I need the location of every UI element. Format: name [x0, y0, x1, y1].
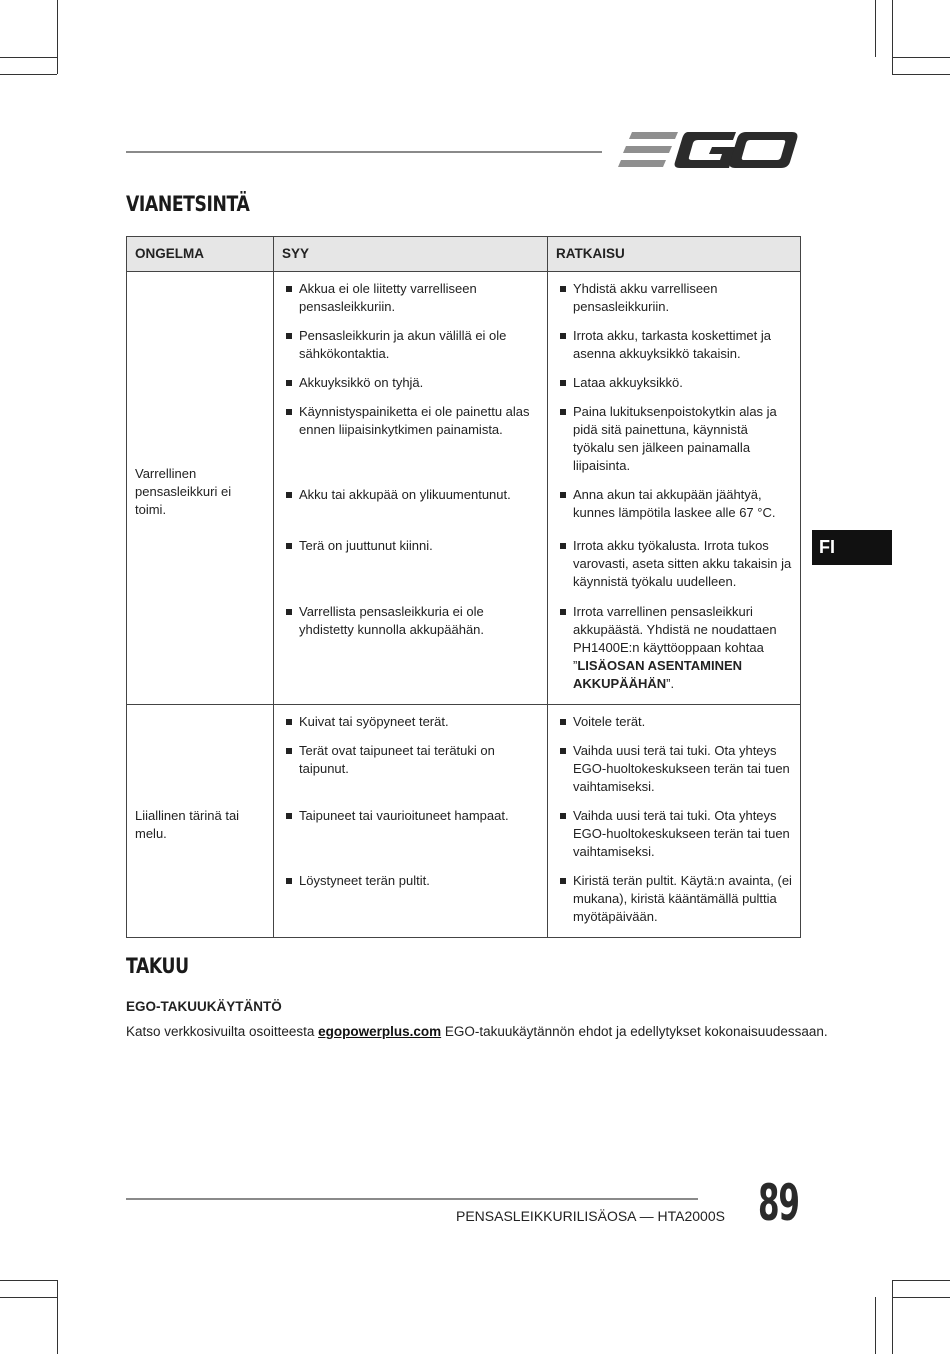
cause-item: Akkuyksikkö on tyhjä.	[282, 374, 539, 392]
solution-item: Irrota akku, tarkasta koskettimet ja asenna akkuyksikkö takaisin.	[556, 327, 792, 363]
solution-item: Lataa akkuyksikkö.	[556, 374, 792, 392]
cause-item: Varrellista pensasleikkuria ei ole yhdistetty kunnolla akkupäähän.	[282, 603, 539, 639]
warranty-text: Katso verkkosivuilta osoitteesta egopowerplus.com EGO-takuukäytännön ehdot ja edellytykset kokonaisuudessaan.	[126, 1024, 828, 1039]
page-number: 89	[758, 1174, 799, 1232]
table-row	[127, 705, 801, 743]
cause-item: Löystyneet terän pultit.	[282, 872, 539, 890]
cause-item: Akku tai akkupää on ylikuumentunut.	[282, 486, 539, 504]
warranty-subtitle: EGO-TAKUUKÄYTÄNTÖ	[126, 999, 282, 1014]
problem-cell: Liiallinen tärinä tai melu.	[127, 705, 274, 938]
cause-item: Taipuneet tai vaurioituneet hampaat.	[282, 807, 539, 825]
column-header-solution: RATKAISU	[548, 237, 801, 272]
ego-logo	[618, 126, 800, 174]
header-rule	[126, 151, 602, 153]
solution-item: Kiristä terän pultit. Käytä:n avainta, (ei mukana), kiristä kääntämällä pulttia myötäpäivään.	[556, 872, 792, 926]
cause-item: Terät ovat taipuneet tai terätuki on taipunut.	[282, 742, 539, 778]
table-header-row	[127, 237, 801, 272]
solution-item: Irrota akku työkalusta. Irrota tukos varovasti, aseta sitten akku takaisin ja käynnistä työkalu uudelleen.	[556, 537, 792, 591]
solution-item: Paina lukituksenpoistokytkin alas ja pidä sitä painettuna, käynnistä työkalu sen jälkeen painamalla liipaisinta.	[556, 403, 792, 475]
column-header-problem: ONGELMA	[127, 237, 274, 272]
solution-item: Voitele terät.	[556, 713, 792, 731]
solution-item: Yhdistä akku varrelliseen pensasleikkuriin.	[556, 280, 792, 316]
warranty-title: TAKUU	[126, 954, 189, 978]
problem-cell: Varrellinen pensasleikkuri ei toimi.	[127, 272, 274, 705]
solution-item: Vaihda uusi terä tai tuki. Ota yhteys EGO-huoltokeskukseen terän tai tuen vaihtamiseksi.	[556, 807, 792, 861]
solution-item: Vaihda uusi terä tai tuki. Ota yhteys EGO-huoltokeskukseen terän tai tuen vaihtamiseksi.	[556, 742, 792, 796]
column-header-cause: SYY	[274, 237, 548, 272]
troubleshooting-table	[126, 236, 801, 938]
language-tab: FI	[812, 530, 892, 565]
cause-item: Akkua ei ole liitetty varrelliseen pensasleikkuriin.	[282, 280, 539, 316]
warranty-link[interactable]: egopowerplus.com	[318, 1024, 442, 1039]
cause-item: Terä on juuttunut kiinni.	[282, 537, 539, 555]
cause-item: Kuivat tai syöpyneet terät.	[282, 713, 539, 731]
cause-item: Pensasleikkurin ja akun välillä ei ole sähkökontaktia.	[282, 327, 539, 363]
cause-item: Käynnistyspainiketta ei ole painettu alas ennen liipaisinkytkimen painamista.	[282, 403, 539, 439]
table-row	[127, 272, 801, 328]
footer-rule	[126, 1198, 698, 1200]
footer-product: PENSASLEIKKURILISÄOSA — HTA2000S	[456, 1208, 725, 1224]
troubleshooting-title: VIANETSINTÄ	[126, 192, 250, 216]
solution-item: Anna akun tai akkupään jäähtyä, kunnes lämpötila laskee alle 67 °C.	[556, 486, 792, 522]
solution-item: Irrota varrellinen pensasleikkuri akkupäästä. Yhdistä ne noudattaen PH1400E:n käyttöoppaan kohtaa ”LISÄOSAN ASENTAMINEN AKKUPÄÄHÄN”.	[556, 603, 792, 693]
